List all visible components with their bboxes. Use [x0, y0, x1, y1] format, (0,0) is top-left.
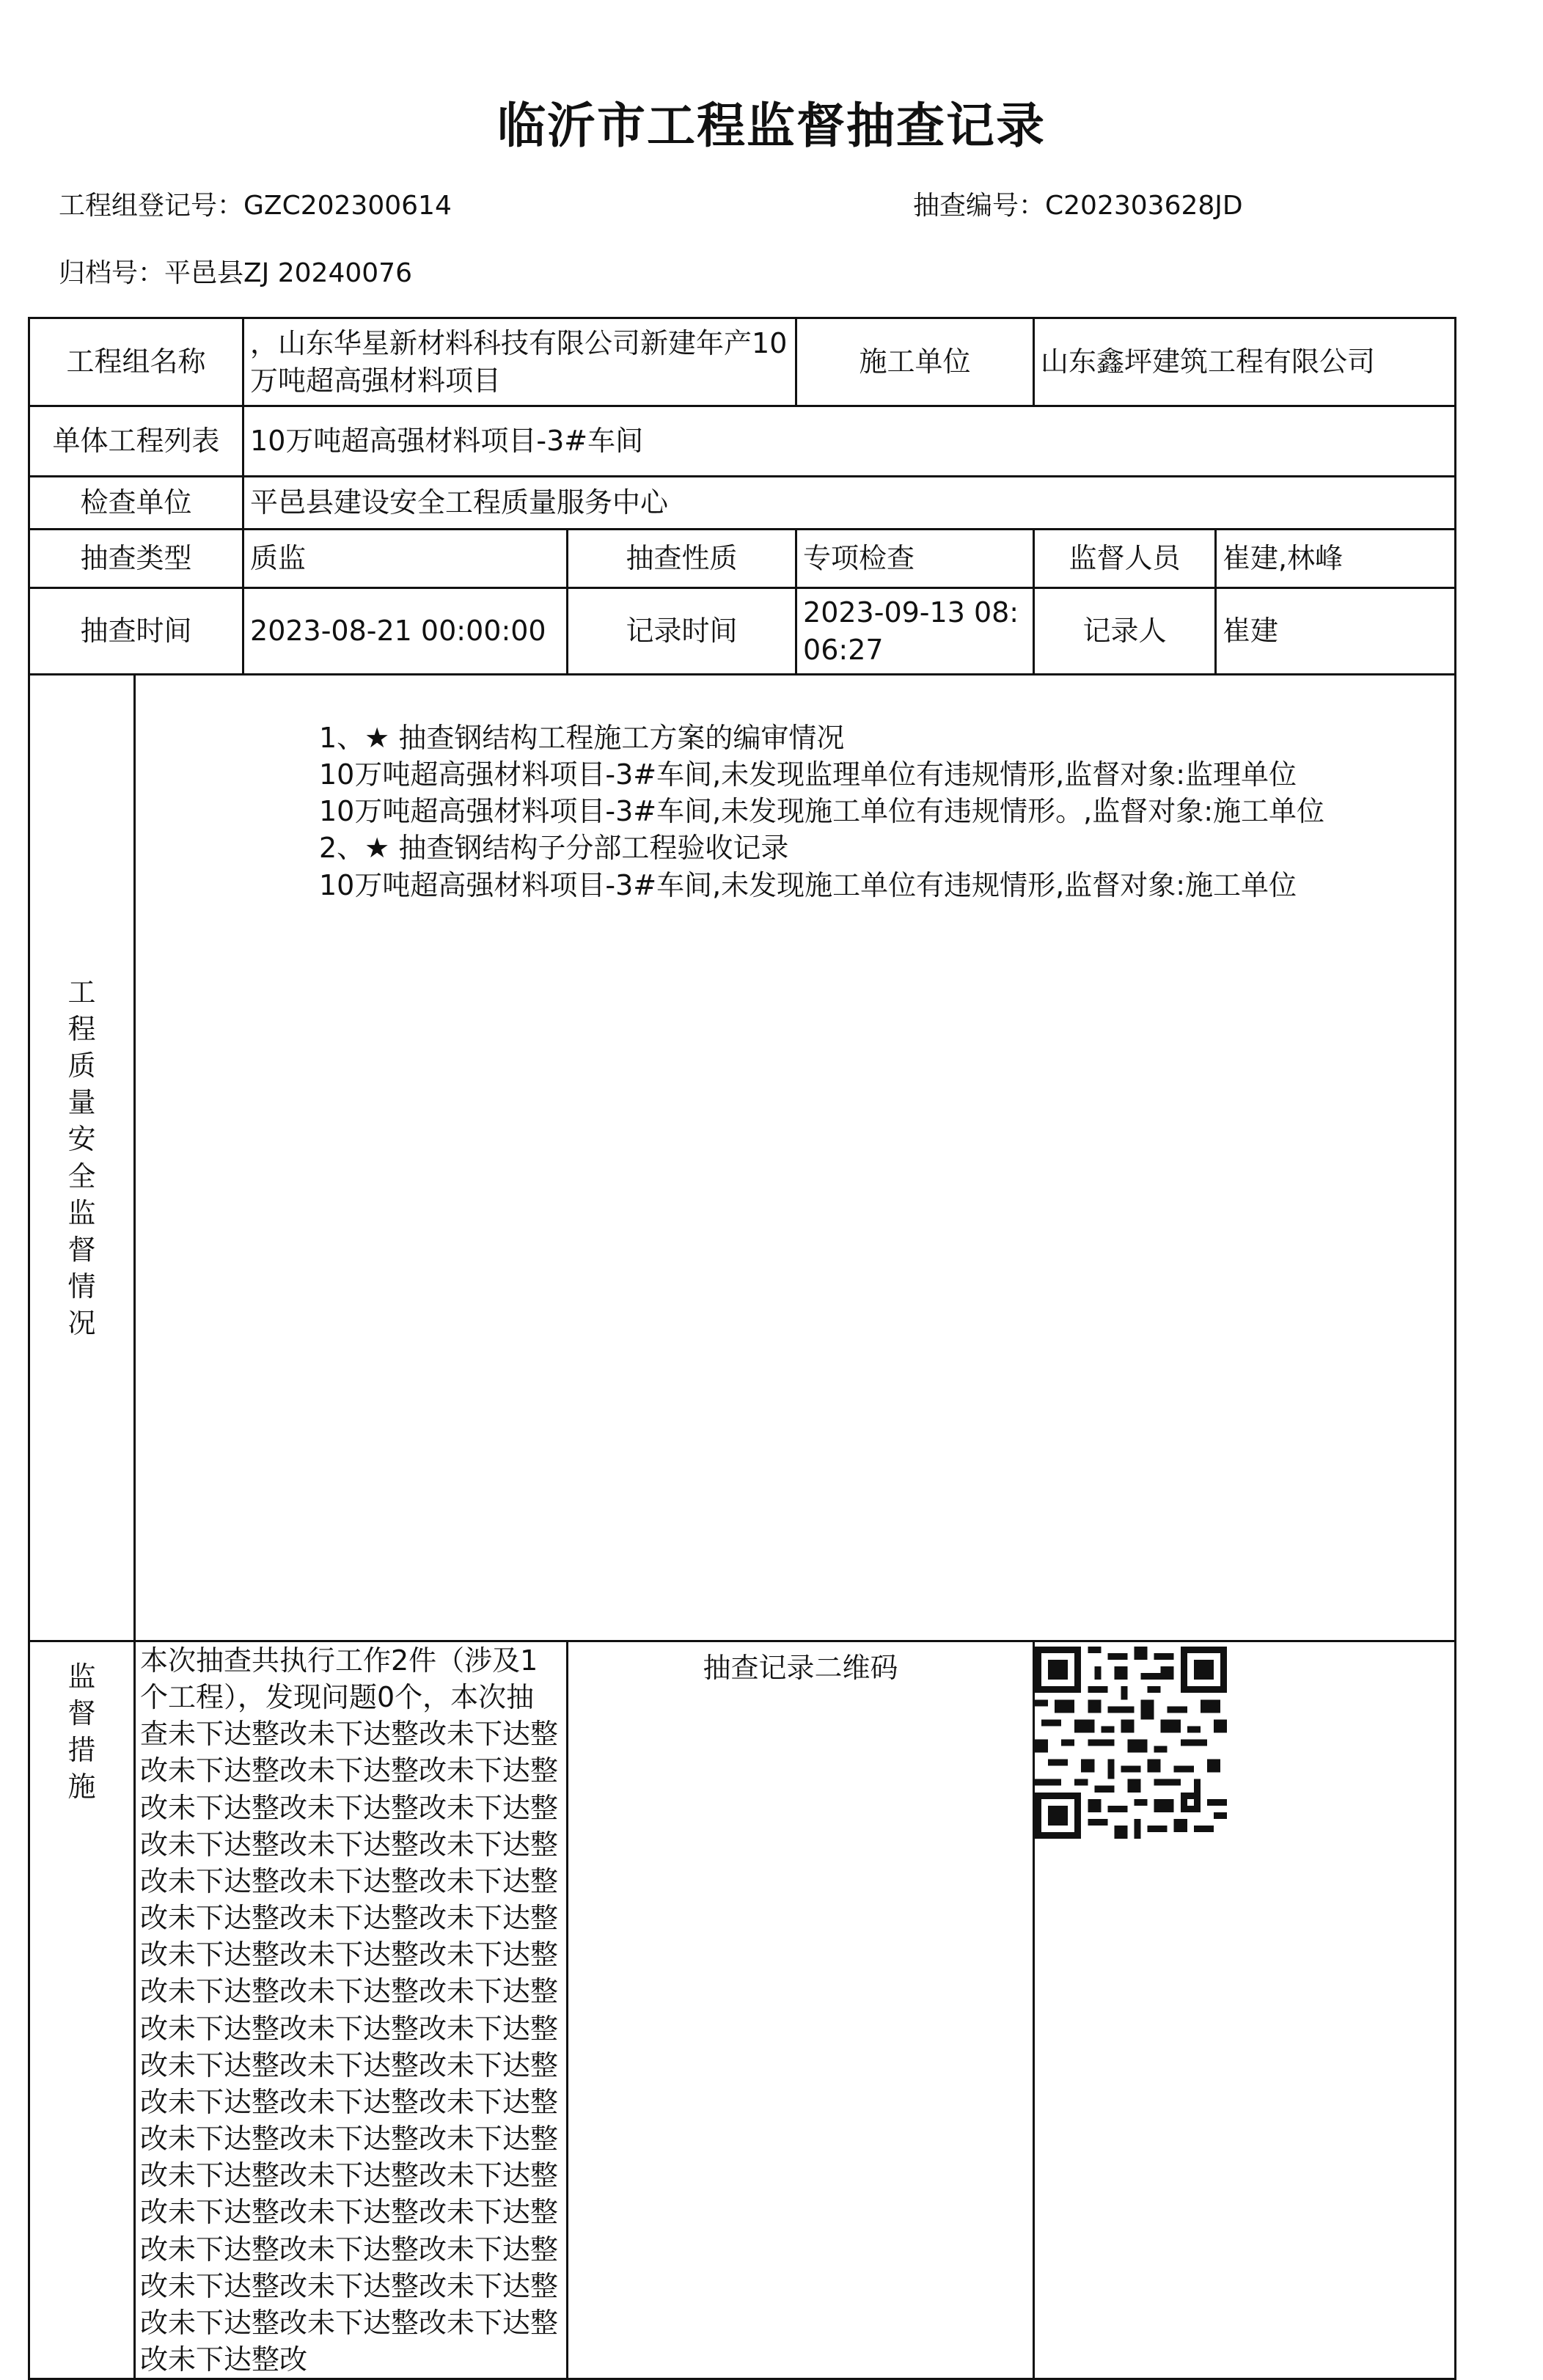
quality-line: 10万吨超高强材料项目-3#车间,未发现施工单位有违规情形。,监督对象:施工单位: [319, 795, 1325, 828]
quality-section-content: [135, 675, 1456, 1641]
inspection-code-value: C202303628JD: [1045, 191, 1243, 221]
recorder-value: 崔建: [1216, 588, 1456, 675]
qr-code-cell: [1034, 1641, 1456, 2379]
quality-label-char: 全: [67, 1160, 96, 1193]
registration-label: 工程组登记号：: [59, 191, 244, 221]
quality-label-char: 况: [67, 1307, 96, 1340]
page-title: 临沂市工程监督抽查记录: [497, 98, 1046, 154]
check-type-label: 抽查类型: [29, 530, 243, 588]
inspect-unit-label: 检查单位: [29, 477, 243, 530]
quality-line: 10万吨超高强材料项目-3#车间,未发现施工单位有违规情形,监督对象:施工单位: [319, 868, 1297, 901]
quality-label-char: 安: [67, 1123, 96, 1156]
archive-value: 平邑县ZJ 20240076: [164, 258, 412, 288]
measures-label-char: 施: [67, 1771, 96, 1804]
quality-label-char: 工: [67, 975, 96, 1008]
record-time-label: 记录时间: [568, 588, 796, 675]
quality-label-char: 程: [67, 1012, 96, 1045]
supervisor-label: 监督人员: [1034, 530, 1216, 588]
registration-number: [59, 185, 452, 222]
quality-label-char: 量: [67, 1086, 96, 1119]
row-inspect-unit: [29, 477, 1456, 530]
quality-line: 10万吨超高强材料项目-3#车间,未发现监理单位有违规情形,监督对象:监理单位: [319, 758, 1297, 791]
row-check-time: [29, 588, 1456, 675]
quality-line: 2、★ 抽查钢结构子分部工程验收记录: [319, 832, 789, 865]
record-table: [28, 317, 1456, 2380]
registration-value: GZC202300614: [243, 191, 452, 221]
builder-label: 施工单位: [796, 318, 1034, 406]
check-nature-value: 专项检查: [796, 530, 1034, 588]
measures-label-char: 督: [67, 1697, 96, 1730]
builder-value: 山东鑫坪建筑工程有限公司: [1034, 318, 1456, 406]
qr-code-label: 抽查记录二维码: [568, 1641, 1034, 2379]
measures-label-char: 措: [67, 1734, 96, 1767]
row-project-name: [29, 318, 1456, 406]
qr-code-icon: [1035, 1647, 1227, 1839]
check-type-value: 质监: [243, 530, 568, 588]
project-name-value: ，山东华星新材料科技有限公司新建年产10万吨超高强材料项目: [243, 318, 796, 406]
quality-label-char: 督: [67, 1233, 96, 1266]
row-check-type: [29, 530, 1456, 588]
row-measures-section: [29, 1641, 1456, 2379]
measures-text: 本次抽查共执行工作2件（涉及1个工程），发现问题0个，本次抽查未下达整改未下达整改未下达整改未下达整改未下达整改未下达整改未下达整改未下达整改未下达整改未下达整改未下达整改未下达整改未下达整改未下达整改未下达整改未下达整改未下达整改未下达整改未下达整改未下达整改未下达整改未下达整改未下达整改未下达整改未下达整改未下达整改未下达整改未下达整改未下达整改未下达整改未下达整改未下达整改未下达整改未下达整改未下达整改未下达整改未下达整改未下达整改未下达整改未下达整改未下达整改未下达整改未下达整改未下达整改未下达整改未下达整改未下达整改未下达整改未下达整改未下达整改未下达整改未下达整改: [135, 1641, 568, 2379]
project-name-label: 工程组名称: [29, 318, 243, 406]
unit-list-label: 单体工程列表: [29, 406, 243, 477]
row-quality-section: [29, 675, 1456, 1641]
check-nature-label: 抽查性质: [568, 530, 796, 588]
supervisor-value: 崔建,林峰: [1216, 530, 1456, 588]
measures-label-char: 监: [67, 1660, 96, 1693]
unit-list-value: 10万吨超高强材料项目-3#车间: [243, 406, 1456, 477]
measures-section-label: [29, 1641, 135, 2379]
check-time-value: 2023-08-21 00:00:00: [243, 588, 568, 675]
quality-label-char: 监: [67, 1196, 96, 1229]
row-unit-list: [29, 406, 1456, 477]
archive-number: [59, 252, 412, 290]
quality-line: 1、★ 抽查钢结构工程施工方案的编审情况: [319, 722, 845, 754]
quality-label-char: 情: [67, 1270, 96, 1303]
archive-label: 归档号：: [59, 258, 165, 288]
inspection-code-label: 抽查编号：: [913, 191, 1046, 221]
quality-section-label: [29, 675, 135, 1641]
recorder-label: 记录人: [1034, 588, 1216, 675]
quality-label-char: 质: [67, 1050, 96, 1083]
check-time-label: 抽查时间: [29, 588, 243, 675]
inspect-unit-value: 平邑县建设安全工程质量服务中心: [243, 477, 1456, 530]
record-time-value: 2023-09-13 08:06:27: [796, 588, 1034, 675]
inspection-code: [913, 185, 1243, 222]
